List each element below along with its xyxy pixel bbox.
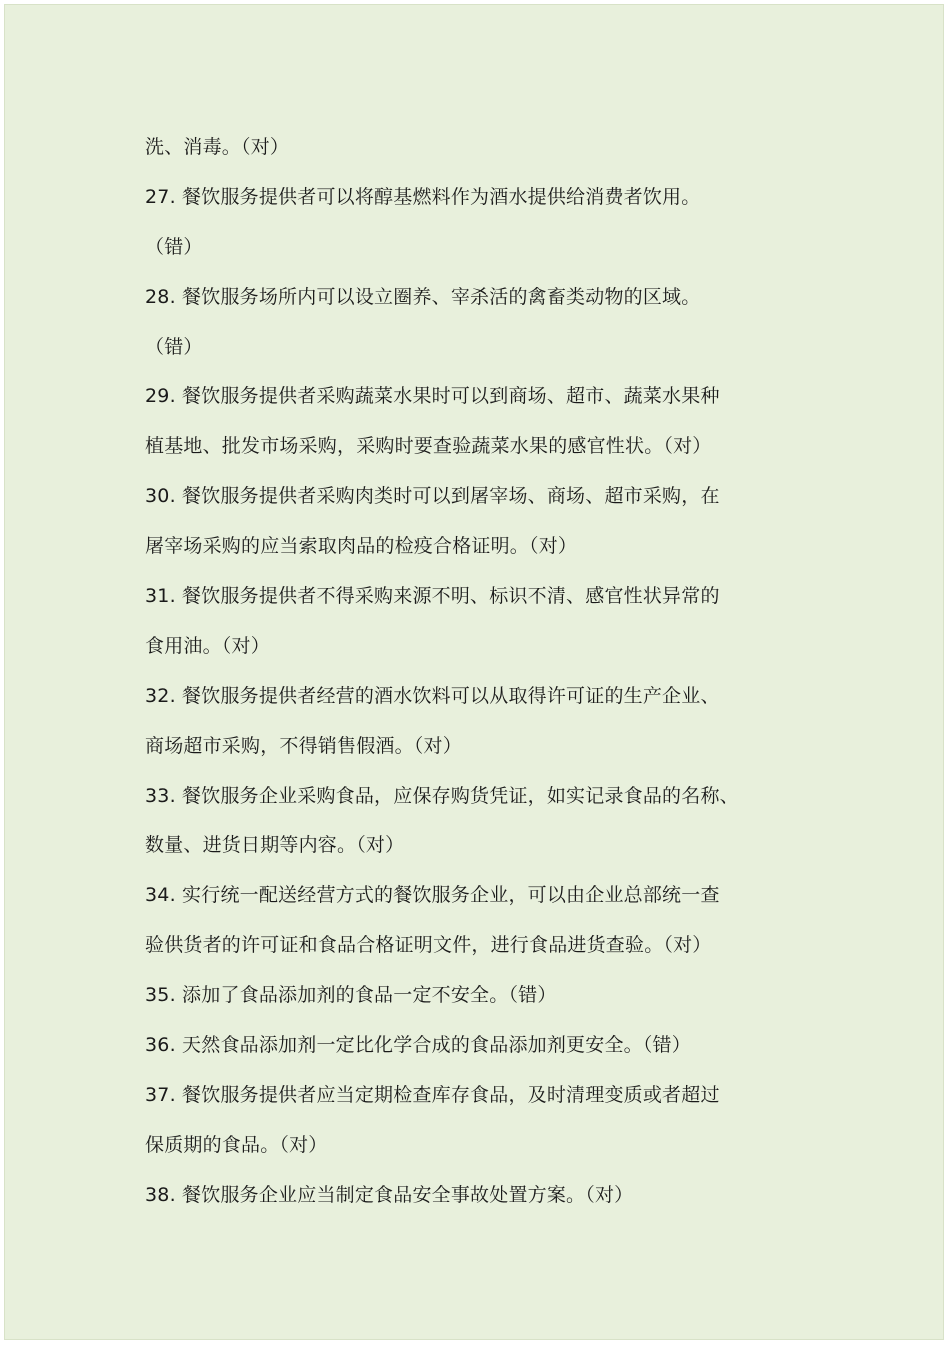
text-line: （错） [145, 335, 203, 358]
text-line: 30. 餐饮服务提供者采购肉类时可以到屠宰场、商场、超市采购，在 [145, 485, 720, 508]
text-line: 35. 添加了食品添加剂的食品一定不安全。（错） [145, 984, 557, 1007]
text-line: 屠宰场采购的应当索取肉品的检疫合格证明。（对） [145, 535, 578, 558]
text-line: 32. 餐饮服务提供者经营的酒水饮料可以从取得许可证的生产企业、 [145, 684, 720, 707]
text-line: （错） [145, 235, 203, 258]
text-line: 食用油。（对） [145, 634, 270, 657]
document-body [145, 123, 785, 1221]
text-line: 27. 餐饮服务提供者可以将醇基燃料作为酒水提供给消费者饮用。 [145, 185, 701, 208]
text-line: 数量、进货日期等内容。（对） [145, 834, 405, 857]
text-line: 33. 餐饮服务企业采购食品，应保存购货凭证，如实记录食品的名称、 [145, 784, 739, 807]
text-line: 29. 餐饮服务提供者采购蔬菜水果时可以到商场、超市、蔬菜水果种 [145, 385, 720, 408]
text-line: 保质期的食品。（对） [145, 1133, 328, 1156]
text-line: 38. 餐饮服务企业应当制定食品安全事故处置方案。（对） [145, 1183, 634, 1206]
text-line: 37. 餐饮服务提供者应当定期检查库存食品，及时清理变质或者超过 [145, 1083, 720, 1106]
document-page [4, 4, 944, 1340]
text-line: 36. 天然食品添加剂一定比化学合成的食品添加剂更安全。（错） [145, 1034, 691, 1057]
text-line: 验供货者的许可证和食品合格证明文件，进行食品进货查验。（对） [145, 934, 712, 957]
text-line: 商场超市采购，不得销售假酒。（对） [145, 734, 462, 757]
text-line: 洗、消毒。（对） [145, 136, 290, 158]
text-line: 28. 餐饮服务场所内可以设立圈养、宰杀活的禽畜类动物的区域。 [145, 285, 701, 308]
text-line: 34. 实行统一配送经营方式的餐饮服务企业，可以由企业总部统一查 [145, 884, 720, 907]
text-line: 31. 餐饮服务提供者不得采购来源不明、标识不清、感官性状异常的 [145, 585, 720, 608]
text-line: 植基地、批发市场采购，采购时要查验蔬菜水果的感官性状。（对） [145, 435, 712, 458]
